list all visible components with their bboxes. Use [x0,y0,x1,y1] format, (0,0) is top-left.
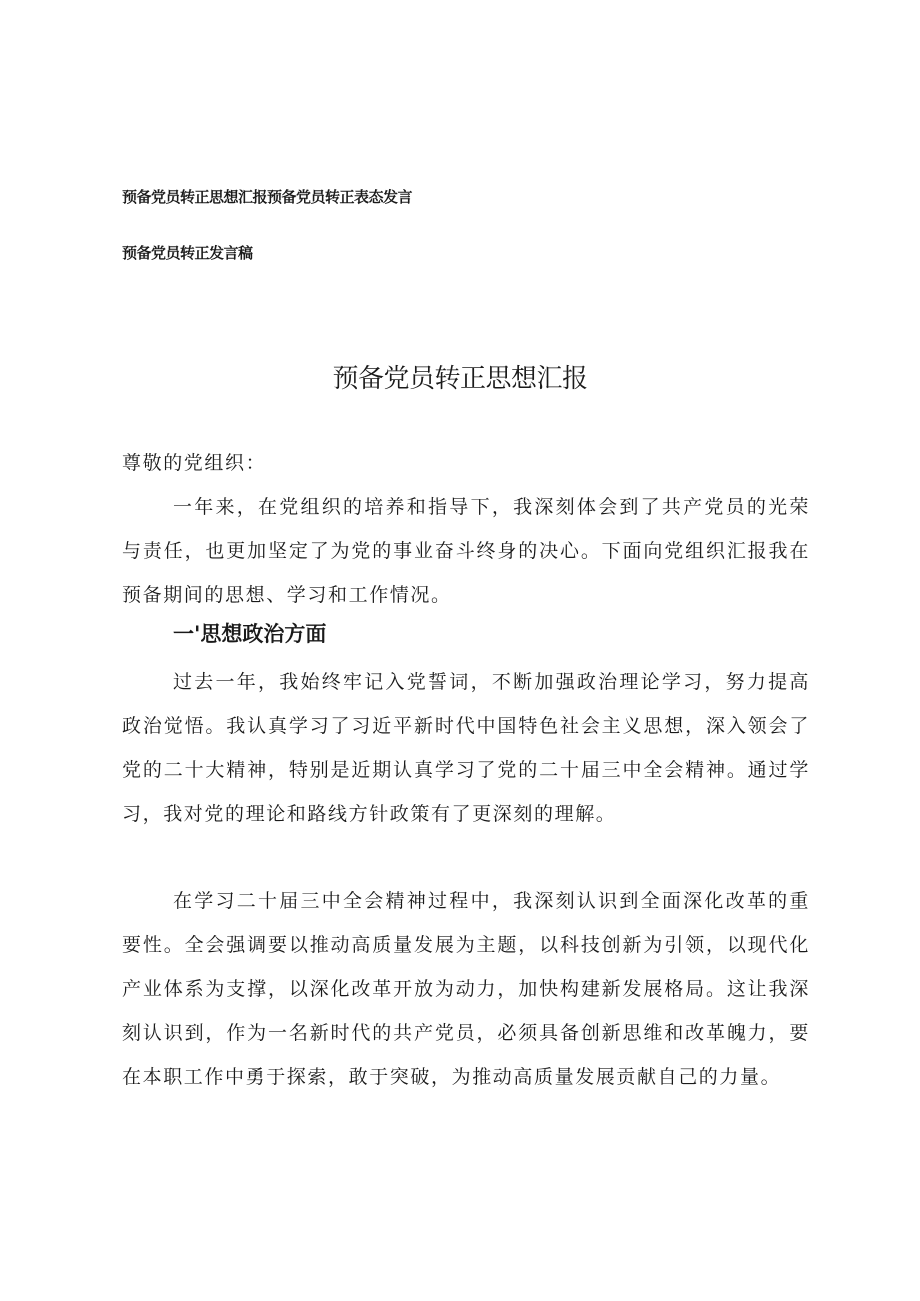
salutation: 尊敬的党组织： [122,452,267,474]
header-title-line-2: 预备党员转正发言稿 [122,244,253,262]
document-title: 预备党员转正思想汇报 [332,364,588,394]
paragraph-theory-study: 过去一年，我始终牢记入党誓词，不断加强政治理论学习，努力提高政治觉悟。我认真学习了习近平新时代中国特色社会主义思想，深入领会了党的二十大精神，特别是近期认真学习了党的二十届三中全会精神。通过学习，我对党的理论和路线方针政策有了更深刻的理解。 [122,671,810,825]
paragraph-plenum-study: 在学习二十届三中全会精神过程中，我深刻认识到全面深化改革的重要性。全会强调要以推动高质量发展为主题，以科技创新为引领，以现代化产业体系为支撑，以深化改革开放为动力，加快构建新发展格局。这让我深刻认识到，作为一名新时代的共产党员，必须具备创新思维和改革魄力，要在本职工作中勇于探索，敢于突破，为推动高质量发展贡献自己的力量。 [122,890,810,1088]
paragraph-intro: 一年来，在党组织的培养和指导下，我深刻体会到了共产党员的光荣与责任，也更加坚定了为党的事业奋斗终身的决心。下面向党组织汇报我在预备期间的思想、学习和工作情况。 [122,496,810,606]
section-heading-ideology: 一'思想政治方面 [173,622,327,646]
header-title-line-1: 预备党员转正思想汇报预备党员转正表态发言 [122,188,413,206]
